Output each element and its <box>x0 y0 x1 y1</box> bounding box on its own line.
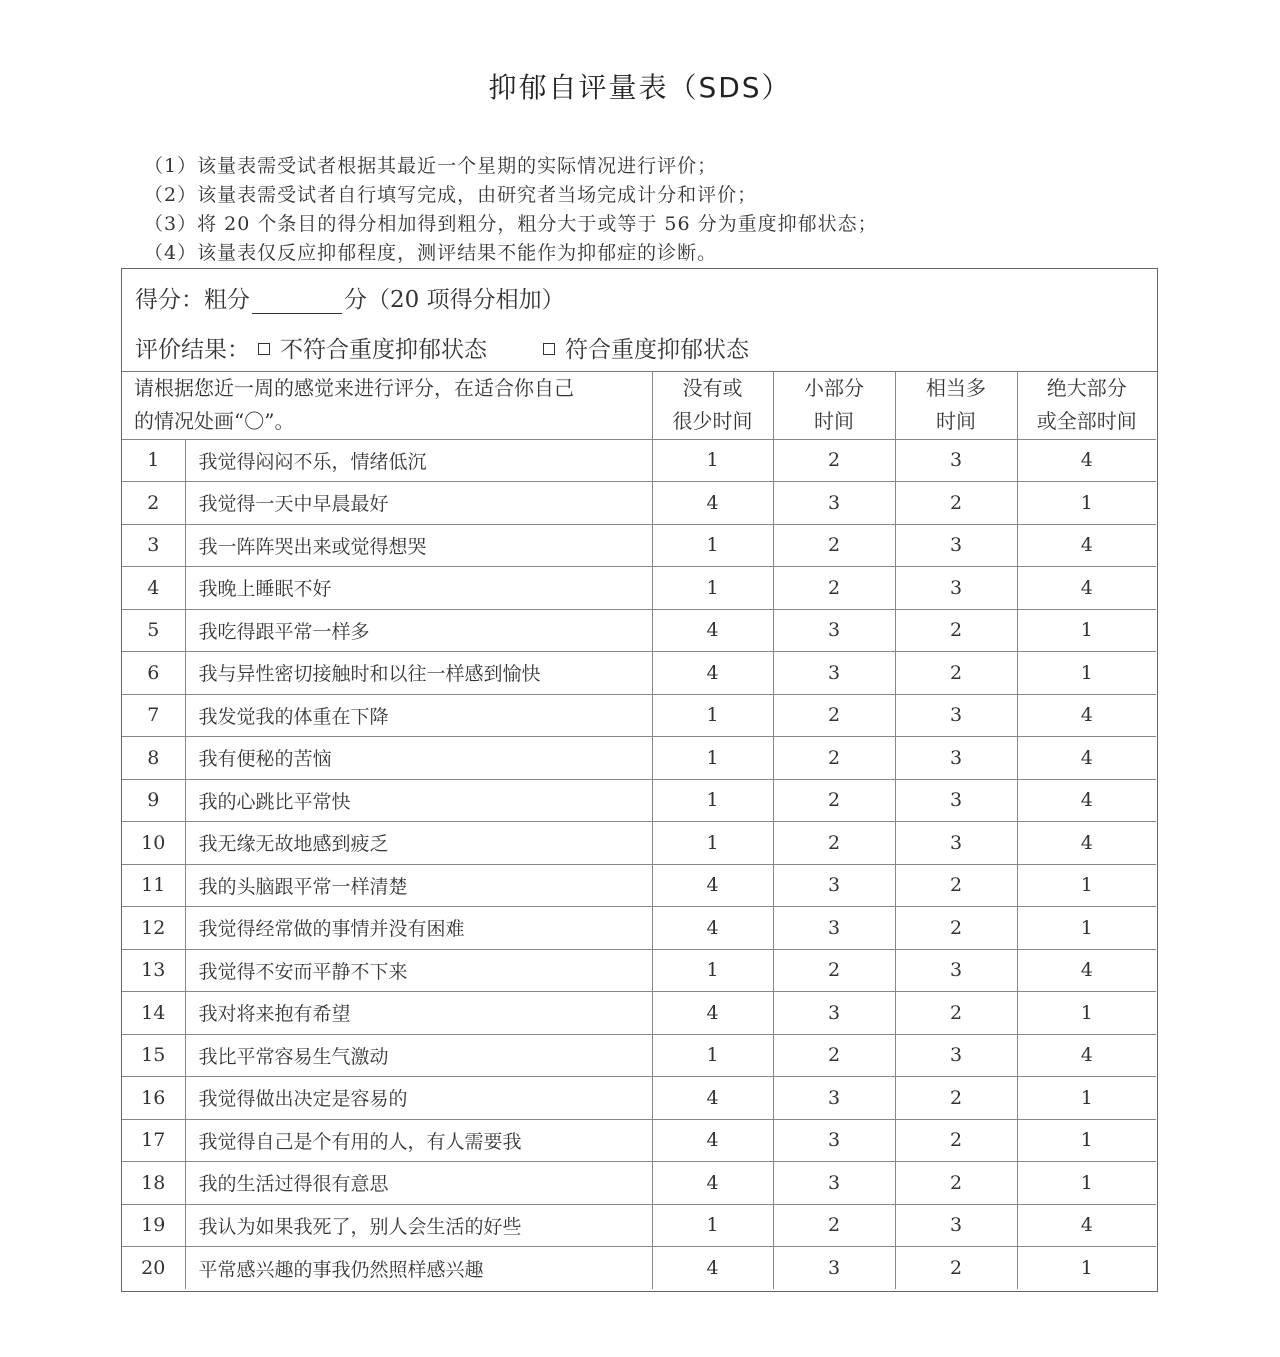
table-row <box>122 992 1156 1035</box>
score-option[interactable]: 1 <box>1017 1119 1156 1162</box>
table-row <box>122 524 1156 567</box>
table-row <box>122 439 1156 482</box>
not-severe-label: 不符合重度抑郁状态 <box>280 337 487 363</box>
score-option[interactable]: 4 <box>652 652 773 695</box>
score-option[interactable]: 2 <box>895 864 1017 907</box>
item-number: 17 <box>122 1119 185 1162</box>
instruction-header <box>122 371 652 439</box>
score-option[interactable]: 2 <box>895 1247 1017 1290</box>
item-number: 4 <box>122 567 185 610</box>
score-option[interactable]: 1 <box>652 1034 773 1077</box>
score-option[interactable]: 4 <box>1017 1204 1156 1247</box>
table-row <box>122 1162 1156 1205</box>
severe-checkbox[interactable] <box>543 343 555 355</box>
item-text: 我觉得经常做的事情并没有困难 <box>185 907 652 950</box>
scale-table <box>122 371 1156 1289</box>
score-option[interactable]: 3 <box>773 1247 895 1290</box>
score-option[interactable]: 2 <box>773 949 895 992</box>
score-option[interactable]: 4 <box>1017 524 1156 567</box>
item-text: 我认为如果我死了，别人会生活的好些 <box>185 1204 652 1247</box>
score-option[interactable]: 1 <box>1017 1077 1156 1120</box>
score-option[interactable]: 2 <box>773 694 895 737</box>
score-option[interactable]: 3 <box>895 524 1017 567</box>
score-option[interactable]: 4 <box>652 1247 773 1290</box>
items-body <box>122 439 1156 1289</box>
score-option[interactable]: 2 <box>895 992 1017 1035</box>
score-option[interactable]: 3 <box>773 1077 895 1120</box>
item-number: 9 <box>122 779 185 822</box>
column-header: 绝大部分 或全部时间 <box>1017 371 1156 439</box>
note-item: （4）该量表仅反应抑郁程度，测评结果不能作为抑郁症的诊断。 <box>144 242 718 264</box>
item-text: 我的心跳比平常快 <box>185 779 652 822</box>
item-text: 我觉得闷闷不乐，情绪低沉 <box>185 439 652 482</box>
item-text: 我觉得一天中早晨最好 <box>185 482 652 525</box>
score-option[interactable]: 3 <box>895 567 1017 610</box>
table-row <box>122 652 1156 695</box>
item-number: 7 <box>122 694 185 737</box>
score-option[interactable]: 4 <box>652 1162 773 1205</box>
score-option[interactable]: 1 <box>1017 907 1156 950</box>
score-option[interactable]: 2 <box>773 567 895 610</box>
score-option[interactable]: 1 <box>1017 652 1156 695</box>
score-option[interactable]: 1 <box>652 567 773 610</box>
score-option[interactable]: 3 <box>895 694 1017 737</box>
table-row <box>122 482 1156 525</box>
score-option[interactable]: 4 <box>1017 694 1156 737</box>
table-row <box>122 1034 1156 1077</box>
item-text: 我发觉我的体重在下降 <box>185 694 652 737</box>
table-row <box>122 737 1156 780</box>
score-option[interactable]: 3 <box>895 1204 1017 1247</box>
item-number: 1 <box>122 439 185 482</box>
item-number: 2 <box>122 482 185 525</box>
score-option[interactable]: 2 <box>895 482 1017 525</box>
score-option[interactable]: 3 <box>895 949 1017 992</box>
score-option[interactable]: 1 <box>1017 1247 1156 1290</box>
raw-score-suffix: 分（20 项得分相加） <box>344 287 565 313</box>
item-text: 我对将来抱有希望 <box>185 992 652 1035</box>
table-row <box>122 1119 1156 1162</box>
instructions <box>144 152 1144 268</box>
item-text: 我晚上睡眠不好 <box>185 567 652 610</box>
score-option[interactable]: 2 <box>895 907 1017 950</box>
item-text: 我觉得自己是个有用的人，有人需要我 <box>185 1119 652 1162</box>
item-number: 6 <box>122 652 185 695</box>
item-text: 平常感兴趣的事我仍然照样感兴趣 <box>185 1247 652 1290</box>
raw-score-blank[interactable] <box>252 289 342 314</box>
table-row <box>122 609 1156 652</box>
score-option[interactable]: 2 <box>773 524 895 567</box>
item-number: 11 <box>122 864 185 907</box>
score-option[interactable]: 3 <box>895 1034 1017 1077</box>
item-number: 16 <box>122 1077 185 1120</box>
score-option[interactable]: 3 <box>773 864 895 907</box>
column-header: 相当多 时间 <box>895 371 1017 439</box>
item-text: 我无缘无故地感到疲乏 <box>185 822 652 865</box>
score-option[interactable]: 3 <box>773 652 895 695</box>
score-option[interactable]: 1 <box>652 779 773 822</box>
score-option[interactable]: 2 <box>773 1034 895 1077</box>
score-option[interactable]: 3 <box>895 737 1017 780</box>
score-option[interactable]: 4 <box>1017 439 1156 482</box>
score-option[interactable]: 3 <box>895 822 1017 865</box>
page-title: 抑郁自评量表（SDS） <box>488 71 792 104</box>
column-header: 没有或 很少时间 <box>652 371 773 439</box>
table-row <box>122 1077 1156 1120</box>
score-option[interactable]: 4 <box>652 992 773 1035</box>
item-number: 19 <box>122 1204 185 1247</box>
score-option[interactable]: 2 <box>773 439 895 482</box>
score-option[interactable]: 4 <box>1017 1034 1156 1077</box>
item-number: 13 <box>122 949 185 992</box>
item-text: 我比平常容易生气激动 <box>185 1034 652 1077</box>
score-option[interactable]: 2 <box>895 1077 1017 1120</box>
score-option[interactable]: 1 <box>652 694 773 737</box>
score-option[interactable]: 4 <box>652 609 773 652</box>
score-option[interactable]: 3 <box>773 992 895 1035</box>
score-option[interactable]: 4 <box>1017 737 1156 780</box>
score-option[interactable]: 4 <box>652 1077 773 1120</box>
score-option[interactable]: 2 <box>895 652 1017 695</box>
score-option[interactable]: 4 <box>1017 949 1156 992</box>
item-text: 我与异性密切接触时和以往一样感到愉快 <box>185 652 652 695</box>
item-number: 15 <box>122 1034 185 1077</box>
score-option[interactable]: 4 <box>1017 567 1156 610</box>
item-number: 3 <box>122 524 185 567</box>
score-option[interactable]: 4 <box>652 907 773 950</box>
result-line <box>135 331 749 364</box>
table-row <box>122 949 1156 992</box>
score-option[interactable]: 3 <box>773 1162 895 1205</box>
score-option[interactable]: 1 <box>1017 1162 1156 1205</box>
item-text: 我一阵阵哭出来或觉得想哭 <box>185 524 652 567</box>
score-option[interactable]: 3 <box>773 482 895 525</box>
table-row <box>122 779 1156 822</box>
table-header <box>122 371 1156 439</box>
score-option[interactable]: 3 <box>895 779 1017 822</box>
instruction-line: 的情况处画“〇”。 <box>134 408 295 433</box>
score-option[interactable]: 3 <box>773 907 895 950</box>
item-text: 我吃得跟平常一样多 <box>185 609 652 652</box>
score-option[interactable]: 1 <box>1017 482 1156 525</box>
item-text: 我的头脑跟平常一样清楚 <box>185 864 652 907</box>
item-number: 12 <box>122 907 185 950</box>
note-item: （2）该量表需受试者自行填写完成，由研究者当场完成计分和评价； <box>144 184 758 206</box>
table-row <box>122 694 1156 737</box>
result-label: 评价结果： <box>135 337 250 363</box>
item-number: 14 <box>122 992 185 1035</box>
raw-score-line <box>135 281 565 314</box>
raw-score-label: 得分：粗分 <box>135 287 250 313</box>
score-option[interactable]: 3 <box>773 1119 895 1162</box>
score-option[interactable]: 1 <box>652 439 773 482</box>
table-row <box>122 1247 1156 1290</box>
item-number: 8 <box>122 737 185 780</box>
score-option[interactable]: 2 <box>895 1162 1017 1205</box>
instruction-line: 请根据您近一周的感觉来进行评分，在适合你自己 <box>134 375 574 400</box>
table-row <box>122 1204 1156 1247</box>
score-option[interactable]: 1 <box>652 1204 773 1247</box>
score-option[interactable]: 4 <box>652 1119 773 1162</box>
score-option[interactable]: 2 <box>895 609 1017 652</box>
not-severe-checkbox[interactable] <box>258 343 270 355</box>
table-row <box>122 567 1156 610</box>
note-item: （1）该量表需受试者根据其最近一个星期的实际情况进行评价； <box>144 155 718 177</box>
score-option[interactable]: 2 <box>773 779 895 822</box>
item-number: 18 <box>122 1162 185 1205</box>
score-option[interactable]: 1 <box>652 949 773 992</box>
severe-label: 符合重度抑郁状态 <box>565 337 749 363</box>
score-option[interactable]: 2 <box>773 1204 895 1247</box>
item-text: 我觉得做出决定是容易的 <box>185 1077 652 1120</box>
score-option[interactable]: 2 <box>895 1119 1017 1162</box>
score-option[interactable]: 3 <box>895 439 1017 482</box>
column-header: 小部分 时间 <box>773 371 895 439</box>
score-option[interactable]: 2 <box>773 822 895 865</box>
score-section <box>122 269 1157 372</box>
note-item: （3）将 20 个条目的得分相加得到粗分，粗分大于或等于 56 分为重度抑郁状态； <box>144 213 878 235</box>
score-option[interactable]: 1 <box>652 524 773 567</box>
score-option[interactable]: 4 <box>1017 822 1156 865</box>
score-option[interactable]: 2 <box>773 737 895 780</box>
item-text: 我觉得不安而平静不下来 <box>185 949 652 992</box>
score-option[interactable]: 1 <box>652 737 773 780</box>
item-number: 5 <box>122 609 185 652</box>
item-text: 我有便秘的苦恼 <box>185 737 652 780</box>
score-option[interactable]: 1 <box>1017 992 1156 1035</box>
score-option[interactable]: 1 <box>1017 609 1156 652</box>
item-number: 10 <box>122 822 185 865</box>
table-row <box>122 822 1156 865</box>
score-option[interactable]: 4 <box>1017 779 1156 822</box>
assessment-sheet <box>121 268 1158 1292</box>
score-option[interactable]: 4 <box>652 864 773 907</box>
table-row <box>122 864 1156 907</box>
table-row <box>122 907 1156 950</box>
score-option[interactable]: 1 <box>652 822 773 865</box>
score-option[interactable]: 4 <box>652 482 773 525</box>
score-option[interactable]: 3 <box>773 609 895 652</box>
item-text: 我的生活过得很有意思 <box>185 1162 652 1205</box>
score-option[interactable]: 1 <box>1017 864 1156 907</box>
item-number: 20 <box>122 1247 185 1290</box>
